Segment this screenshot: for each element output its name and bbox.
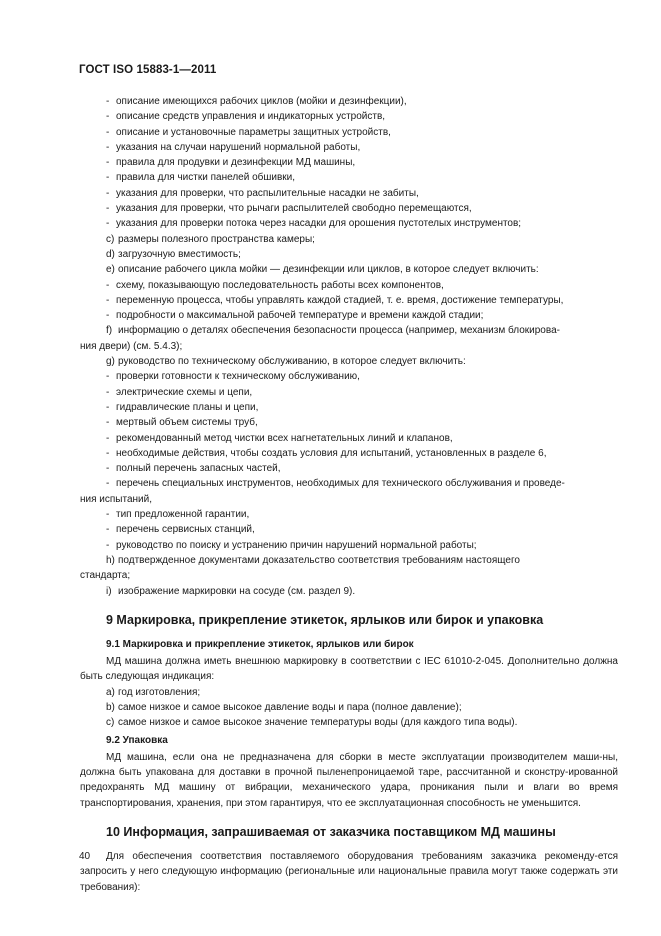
list-item-c2: c) самое низкое и самое высокое значение температуры воды (для каждого типа воды). <box>106 717 518 729</box>
list-item: - указания на случаи нарушений нормальной работы, <box>106 141 361 153</box>
list-item-c: c) размеры полезного пространства камеры; <box>106 233 315 245</box>
section-9-1-paragraph: МД машина должна иметь внешнюю маркировку в соответствии с IEC 61010-2-045. Дополнительно должна быть следующая индикация: <box>80 656 618 683</box>
page-number: 40 <box>79 851 91 862</box>
list-item-cont: ния испытаний, <box>80 493 152 505</box>
list-item: - схему, показывающую последовательность работы всех компонентов, <box>106 279 444 291</box>
list-item: - правила для продувки и дезинфекции МД машины, <box>106 157 356 169</box>
list-item: - правила для чистки панелей обшивки, <box>106 172 296 184</box>
list-item: - руководство по поиску и устранению причин нарушений нормальной работы; <box>106 539 477 551</box>
list-item: - описание средств управления и индикаторных устройств, <box>106 111 386 123</box>
section-10-title: 10 Информация, запрашиваемая от заказчика поставщиком МД машины <box>106 825 556 840</box>
list-item: - описание имеющихся рабочих циклов (мойки и дезинфекции), <box>106 96 407 107</box>
list-item: - рекомендованный метод чистки всех нагнетательных линий и клапанов, <box>106 432 453 444</box>
list-item: - тип предложенной гарантии, <box>106 509 250 521</box>
list-item: - перечень специальных инструментов, необходимых для технического обслуживания и проведе- <box>106 478 565 490</box>
document-body <box>80 94 618 895</box>
list-item: - указания для проверки, что распылительные насадки не забиты, <box>106 187 419 199</box>
list-item-e: e) описание рабочего цикла мойки — дезинфекции или циклов, в которое следует включить: <box>106 264 539 276</box>
dash-list-1 <box>80 94 618 232</box>
list-item: - мертвый объем системы труб, <box>106 417 258 429</box>
list-item: - указания для проверки потока через насадки для орошения пустотелых инструментов; <box>106 218 522 230</box>
list-item-h-cont: стандарта; <box>80 570 131 582</box>
list-item-g: g) руководство по техническому обслуживанию, в которое следует включить: <box>106 356 466 368</box>
list-item-f: f) информацию о деталях обеспечения безопасности процесса (например, механизм блокирова- <box>106 325 560 337</box>
list-item-h: h) подтвержденное документами доказательство соответствия требованиям настоящего <box>106 554 520 566</box>
list-item: - описание и установочные параметры защитных устройств, <box>106 126 391 138</box>
list-item-f-cont: ния двери) (см. 5.4.3); <box>80 340 183 352</box>
list-item: - проверки готовности к техническому обслуживанию, <box>106 371 360 383</box>
list-item: - полный перечень запасных частей, <box>106 463 281 475</box>
list-item: - переменную процесса, чтобы управлять каждой стадией, т. е. время, достижение температуры, <box>106 294 564 306</box>
list-item-b: b) самое низкое и самое высокое давление воды и пара (полное давление); <box>106 701 462 713</box>
subsection-9-1-title: 9.1 Маркировка и прикрепление этикеток, ярлыков или бирок <box>106 638 414 650</box>
document-header: ГОСТ ISO 15883-1—2011 <box>79 64 217 76</box>
list-item-d: d) загрузочную вместимость; <box>106 248 241 260</box>
section-9-2-paragraph: МД машина, если она не предназначена для сборки в месте эксплуатации производителем маши-ны, должна быть упакована для доставки в прочной пыленепроницаемой таре, рассчитанной и сконстру-ированной предохранять МД машину от вибрации, механического удара, проникания пыли и влаги во время транспортирования, хранения, при этом гарантируя, что ее эксплуатационная способность не уменьшится. <box>80 751 618 809</box>
list-item: - гидравлические планы и цепи, <box>106 401 259 413</box>
list-item: - необходимые действия, чтобы создать условия для испытаний, установленных в разделе 6, <box>106 447 547 459</box>
list-item: - перечень сервисных станций, <box>106 524 255 536</box>
list-item: - указания для проверки, что рычаги распылителей свободно перемещаются, <box>106 203 472 215</box>
dash-list-4 <box>80 507 618 553</box>
dash-list-2 <box>80 278 618 324</box>
section-10-paragraph: Для обеспечения соответствия поставляемого оборудования требованиям заказчика рекоменду-ется запросить у него следующую информацию (региональные или национальные правила могут также содержать эти требования): <box>80 851 618 893</box>
list-item: - электрические схемы и цепи, <box>106 386 253 398</box>
dash-list-3 <box>80 369 618 507</box>
subsection-9-2-title: 9.2 Упаковка <box>106 734 168 746</box>
list-item-a: a) год изготовления; <box>106 686 201 698</box>
list-item: - подробности о максимальной рабочей температуре и времени каждой стадии; <box>106 310 484 322</box>
list-item-i: i) изображение маркировки на сосуде (см. раздел 9). <box>106 585 356 597</box>
section-9-title: 9 Маркировка, прикрепление этикеток, ярлыков или бирок и упаковка <box>106 612 544 627</box>
